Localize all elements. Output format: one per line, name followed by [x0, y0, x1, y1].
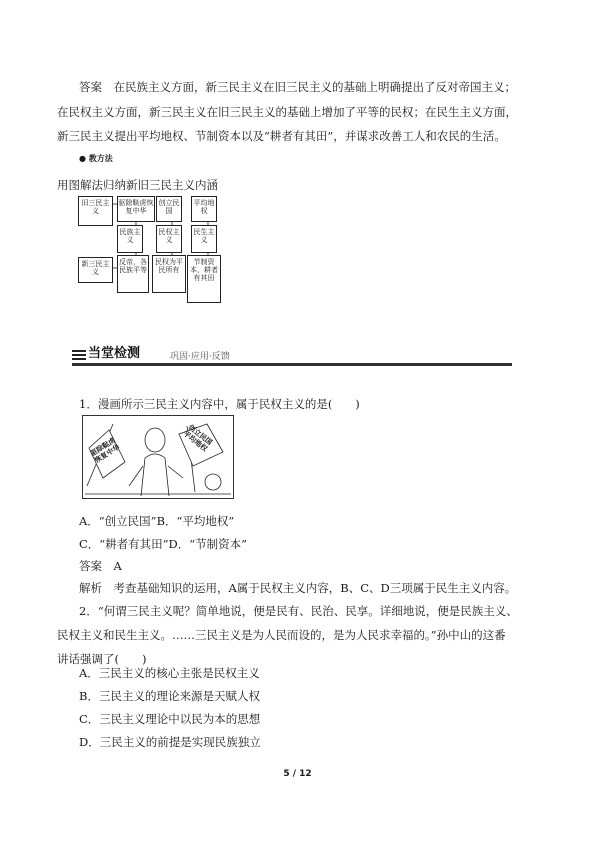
section-subtitle: 巩固·应用·反馈 — [170, 352, 230, 362]
q1-answer: 答案 A — [79, 559, 122, 573]
page-number: 5 / 12 — [283, 769, 312, 779]
section-title: 当堂检测 — [88, 346, 141, 361]
q2-option-d: D．三民主义的前提是实现民族独立 — [79, 735, 261, 749]
q2-stem-line-1: 2．“何谓三民主义呢？简单地说，便是民有、民治、民享。详细地说，便是民族主义、 — [79, 604, 518, 618]
diagram-r1-c1: 驱除鞑虏恢复中华 — [117, 196, 155, 222]
diagram-r1-c3: 平均地权 — [191, 196, 217, 222]
answer-line-3: 新三民主义提出平均地权、节制资本以及“耕者有其田”，并谋求改善工人和农民的生活。 — [57, 129, 506, 143]
diagram-old: 旧三民主义 — [78, 196, 113, 226]
q2-option-b: B．三民主义的理论来源是天赋人权 — [79, 689, 260, 703]
diagram-r2-c2: 民权主义 — [156, 225, 182, 253]
teaching-method-label: ● 教方法 — [79, 154, 113, 163]
comic-flag-right: 创立民国平均地权 — [181, 423, 214, 454]
q1-options-cd: C．“耕者有其田”D．“节制资本” — [79, 537, 248, 551]
diagram-r2-c3: 民生主义 — [191, 225, 217, 253]
banner-lines-icon — [72, 348, 86, 362]
diagram-new: 新三民主义 — [78, 257, 113, 283]
teaching-method-intro: 用图解法归纳新旧三民主义内涵 — [57, 178, 218, 192]
q1-stem: 1．漫画所示三民主义内容中，属于民权主义的是( ) — [79, 397, 360, 411]
bullet-icon: ● — [79, 154, 86, 163]
q1-cartoon-image — [82, 415, 234, 499]
diagram-r3-c3: 节制资本，耕者有其田 — [187, 255, 221, 303]
answer-line-1: 答案 在民族主义方面，新三民主义在旧三民主义的基础上明确提出了反对帝国主义； — [79, 80, 516, 94]
q2-option-c: C．三民主义理论中以民为本的思想 — [79, 712, 261, 726]
diagram-r2-c1: 民族主义 — [117, 225, 143, 253]
q1-analysis: 解析 考查基础知识的运用，A属于民权主义内容，B、C、D三项属于民生主义内容。 — [79, 581, 517, 595]
q2-stem-line-2: 民权主义和民生主义。……三民主义是为人民而设的，是为人民求幸福的。”孙中山的这番 — [57, 628, 506, 642]
q2-option-a: A．三民主义的核心主张是民权主义 — [79, 666, 260, 680]
diagram-r3-c2: 民权为平民所有 — [152, 255, 186, 293]
answer-line-2: 在民权主义方面，新三民主义在旧三民主义的基础上增加了平等的民权；在民生主义方面， — [57, 105, 517, 119]
diagram-r3-c1: 反帝，各民族平等 — [117, 255, 149, 293]
q1-options-ab: A．“创立民国”B．“平均地权” — [79, 514, 235, 528]
q2-stem-line-3: 讲话强调了( ) — [57, 652, 147, 666]
diagram-r1-c2: 创立民国 — [156, 196, 182, 222]
section-banner — [72, 346, 512, 368]
comic-flag-left: 驱除鞑虏恢复中华 — [89, 436, 122, 465]
banner-rule — [72, 363, 512, 366]
